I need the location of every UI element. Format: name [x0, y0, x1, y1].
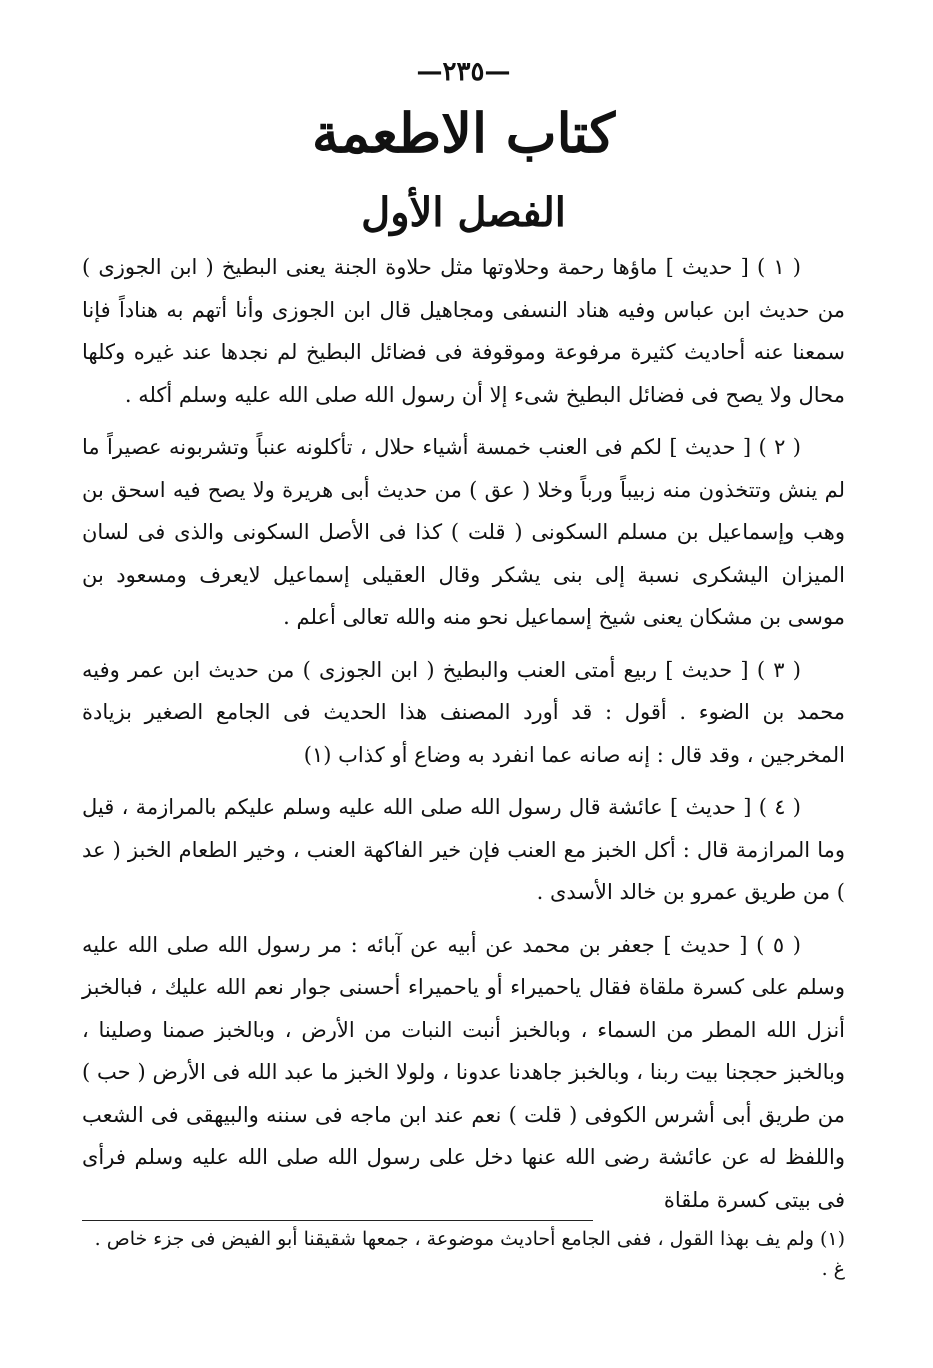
hadith-paragraph-3: ( ٣ ) [ حديث ] ربيع أمتى العنب والبطيخ ( ابن الجوزى ) من حديث ابن عمر وفيه محمد بن الضوء . أقول : قد أورد المصنف هذا الحديث فى الجامع الصغير بزيادة المخرجين ، وقد قال : إنه صانه عما انفرد به وضاع أو كذاب (١) [82, 657, 845, 767]
hadith-paragraph-5: ( ٥ ) [ حديث ] جعفر بن محمد عن أبيه عن آبائه : مر رسول الله صلى الله عليه وسلم على كسرة ملقاة فقال ياحميراء أو ياحميراء أحسنى جوار نعم الله عليك ، فبالخبز أنزل الله المطر من السماء ، وبالخبز أنبت النبات من الأرض ، وبالخبز صمنا وصلينا ، وبالخبز حججنا بيت ربنا ، وبالخبز جاهدنا عدونا ، ولولا الخبز ما عبد الله فى الأرض ( حب ) من طريق أبى أشرس الكوفى ( قلت ) نعم عند ابن ماجه فى سننه والبيهقى فى الشعب واللفظ له عن عائشة رضى الله عنها دخل على رسول الله صلى الله عليه وسلم فرأى فى بيتى كسرة ملقاة [82, 932, 845, 1212]
footnote: (١) ولم يف بهذا القول ، ففى الجامع أحاديث موضوعة ، جمعها شقيقنا أبو الفيض فى جزء خاص . غ . [94, 1228, 845, 1280]
book-title: كتاب الاطعمة [311, 101, 616, 165]
section-title: الفصل الأول [361, 189, 566, 236]
hadith-paragraph-2: ( ٢ ) [ حديث ] لكم فى العنب خمسة أشياء حلال ، تأكلونه عنباً وتشربونه عصيراً ما لم ينش وتتخذون منه زبيباً ورباً وخلا ( عق ) من حديث أبى هريرة ولا يصح فيه اسحق بن وهب وإسماعيل بن مسلم السكونى ( قلت ) كذا فى الأصل السكونى والذى فى لسان الميزان اليشكرى نسبة إلى بنى يشكر وقال العقيلى إسماعيل لايعرف ومسعود بن موسى بن مشكان يعنى شيخ إسماعيل نحو منه والله تعالى أعلم . [82, 435, 845, 629]
page-number: —٢٣٥— [416, 57, 511, 87]
hadith-paragraph-4: ( ٤ ) [ حديث ] عائشة قال رسول الله صلى الله عليه وسلم عليكم بالمرازمة ، قيل وما المرازمة قال : أكل الخبز مع العنب فإن خير الفاكهة العنب ، وخير الطعام الخبز ( عد ) من طريق عمرو بن خالد الأسدى . [82, 795, 845, 904]
paragraphs [82, 246, 845, 1221]
hadith-paragraph-1: ( ١ ) [ حديث ] ماؤها رحمة وحلاوتها مثل حلاوة الجنة يعنى البطيخ ( ابن الجوزى ) من حديث ابن عباس وفيه هناد النسفى ومجاهيل قال ابن الجوزى وأنا أتهم به هناداً فإنا سمعنا عنه أحاديث كثيرة مرفوعة وموقوفة فى فضائل البطيخ لم نجدها عند غيره وكلها محال ولا يصح فى فضائل البطيخ شىء إلا أن رسول الله صلى الله عليه وسلم أكله . [82, 255, 845, 407]
footnote-divider [82, 1220, 593, 1221]
